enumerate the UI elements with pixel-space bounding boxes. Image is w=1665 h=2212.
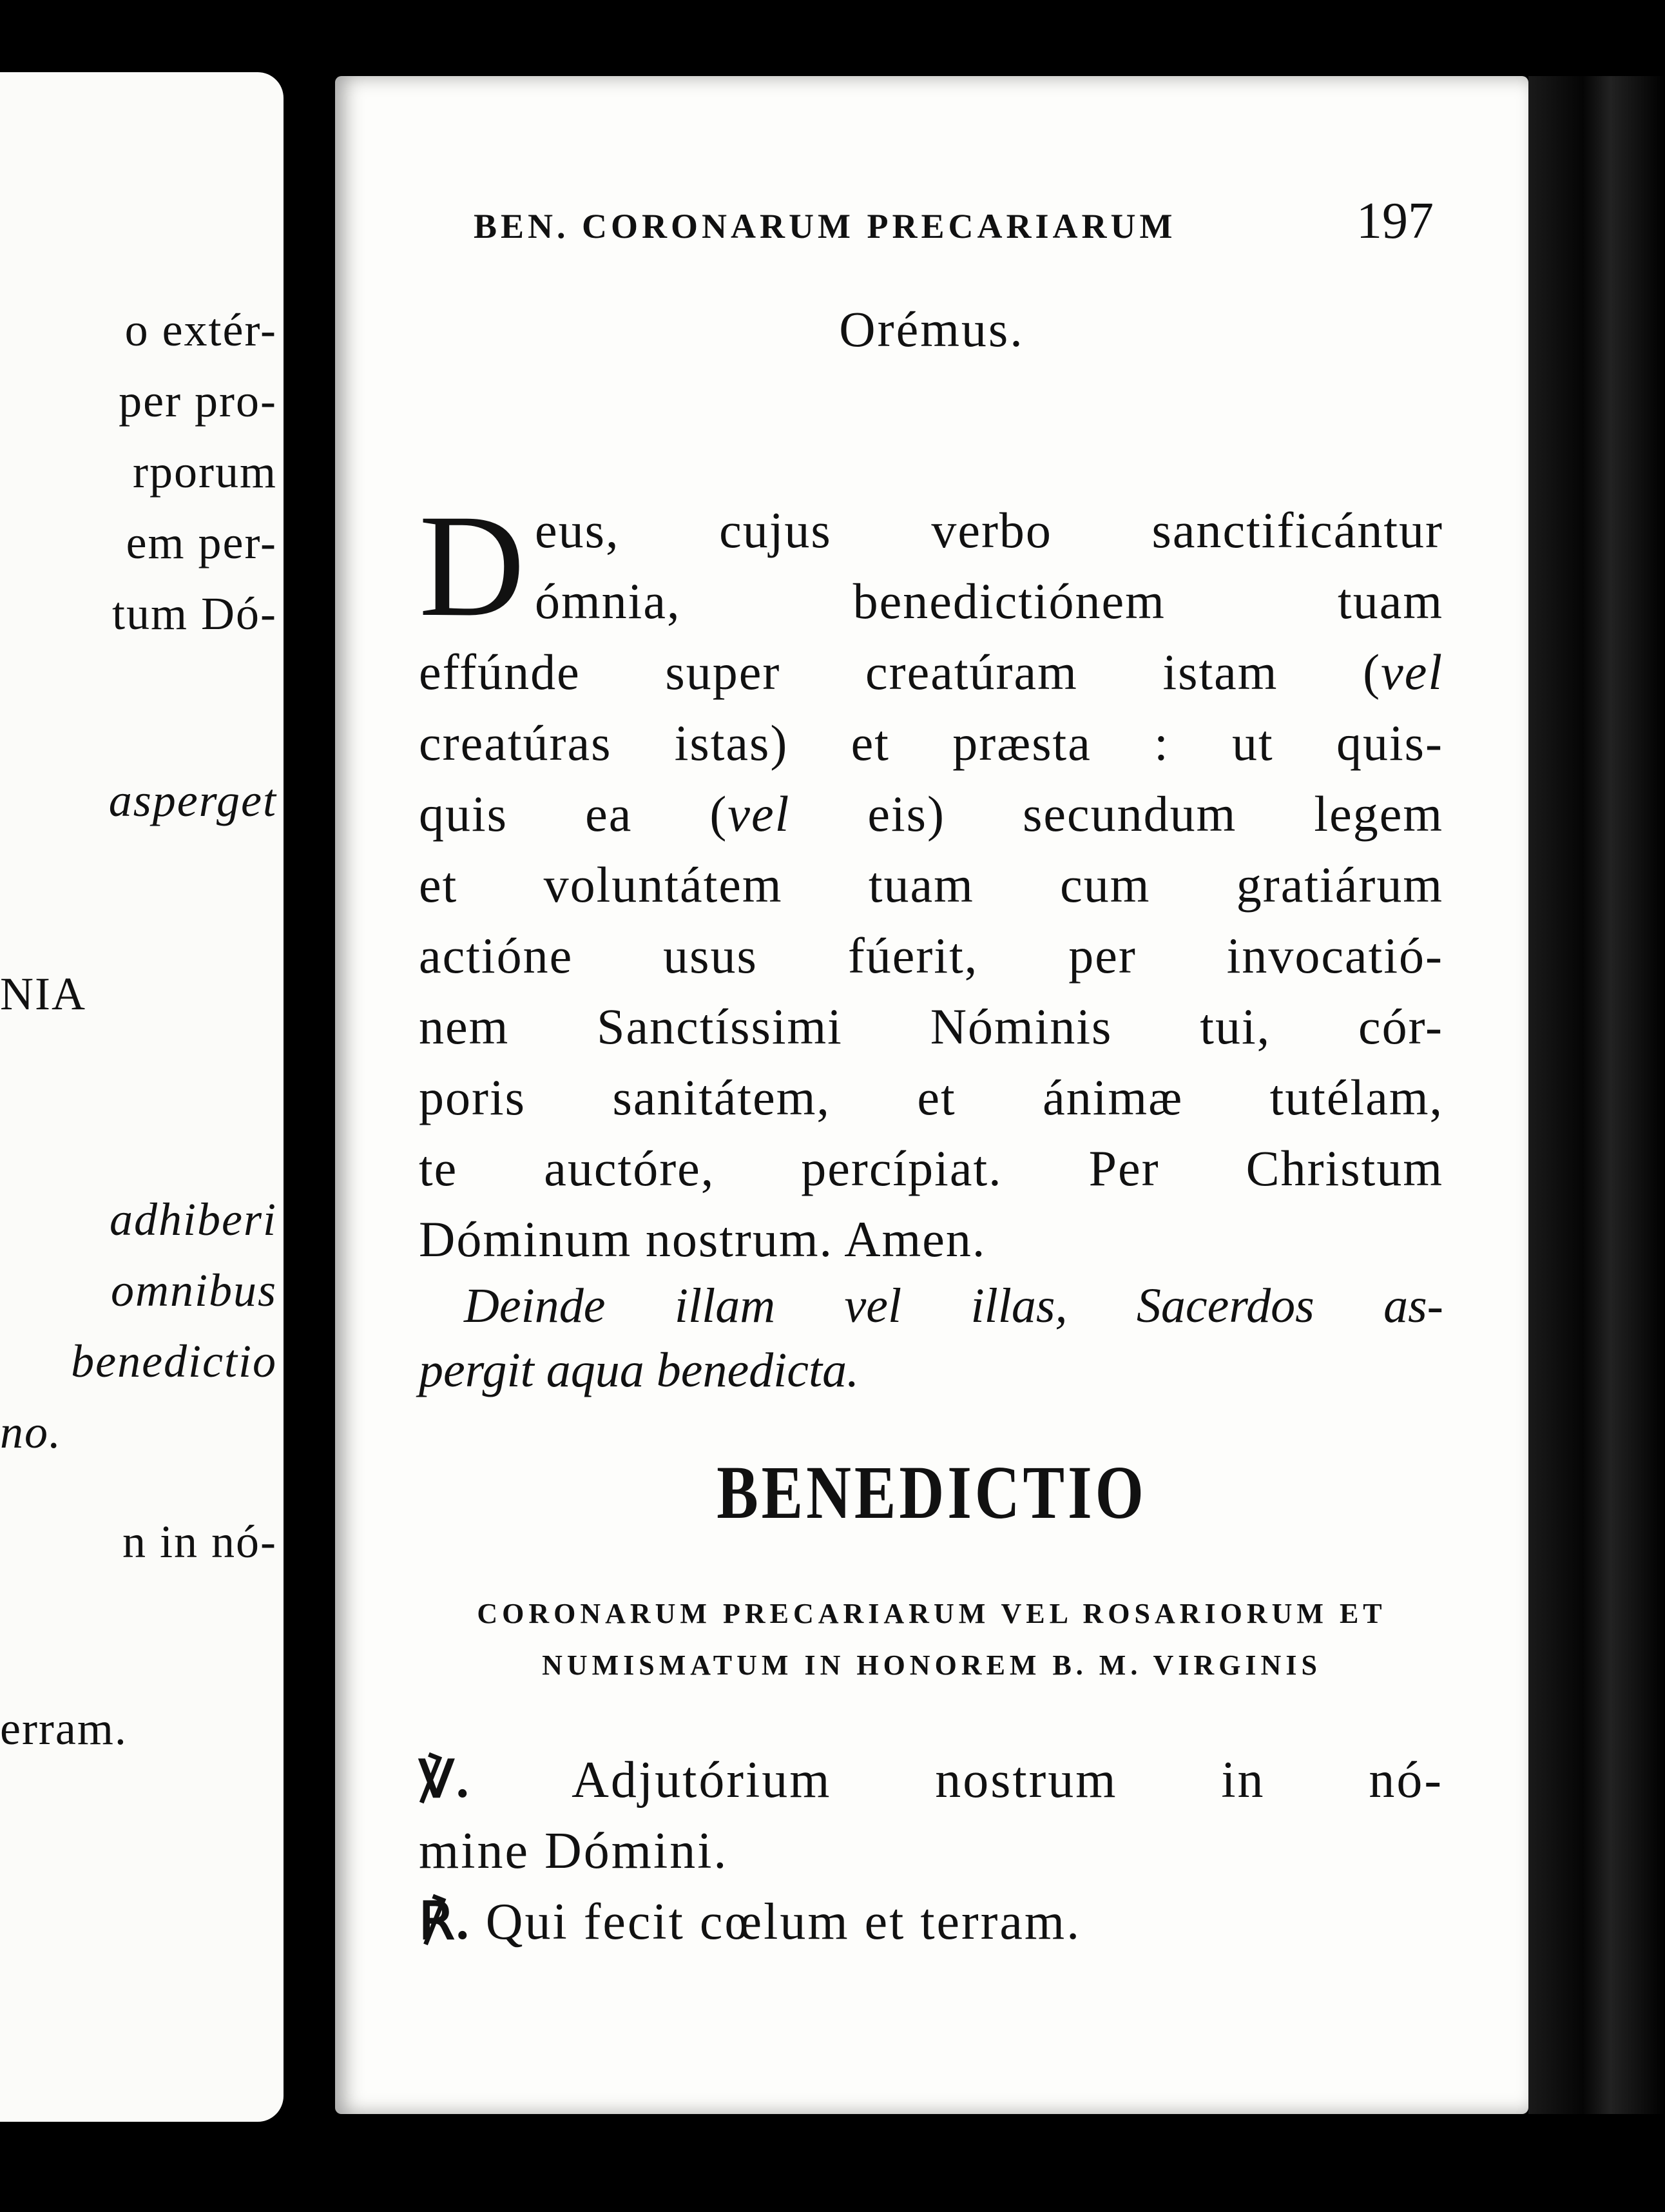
section-subtitle: NUMISMATUM IN HONOREM B. M. VIRGINIS [542, 1649, 1322, 1681]
left-page-line: benedictio [71, 1335, 277, 1387]
prayer-italic: vel [727, 786, 791, 842]
left-page-line: o extér- [124, 304, 277, 356]
drop-cap: D [419, 485, 525, 647]
prayer-line: te auctóre, percípiat. Per Christum [419, 1140, 1443, 1196]
prayer-text: quis ea ( [419, 786, 728, 842]
left-page-line: n in nó- [122, 1516, 277, 1567]
left-page-line: no. [0, 1406, 62, 1458]
section-subtitle: CORONARUM PRECARIARUM VEL ROSARIORUM ET [477, 1598, 1387, 1629]
prayer-line: Dóminum nostrum. Amen. [419, 1211, 986, 1267]
left-page-line: per pro- [119, 375, 277, 427]
left-facing-page [0, 72, 284, 2122]
left-page-line: omnibus [110, 1265, 277, 1316]
left-page-line: rporum [133, 446, 277, 498]
response-symbol: ℟. [419, 1894, 471, 1950]
prayer-line: poris sanitátem, et ánimæ tutélam, [419, 1069, 1443, 1125]
left-page-line: tum Dó- [112, 588, 277, 639]
prayer-text: eis) secundum legem [790, 786, 1443, 842]
running-title: BEN. CORONARUM PRECARIARUM [474, 207, 1177, 246]
versicle-continuation: mine Dómini. [419, 1823, 729, 1879]
left-page-line: erram. [0, 1703, 128, 1754]
page-number: 197 [1356, 193, 1434, 249]
versicle-line [419, 1745, 1443, 1815]
prayer-italic: vel [1381, 644, 1443, 700]
rubric-line: pergit aqua benedicta. [419, 1343, 860, 1397]
prayer-line: eus, cujus verbo sanctificántur [535, 502, 1443, 558]
section-title: BENEDICTIO [717, 1450, 1147, 1535]
left-page-line: asperget [108, 775, 277, 826]
left-page-line: em per- [126, 517, 277, 568]
page-edge-stack [1528, 76, 1665, 2114]
prayer-line: et voluntátem tuam cum gratiárum [419, 857, 1443, 913]
prayer-text: effúnde super creatúram istam ( [419, 644, 1381, 700]
book-gutter [284, 0, 335, 2212]
prayer-line: nem Sanctíssimi Nóminis tui, cór- [419, 998, 1443, 1054]
response-line [419, 1887, 1443, 1957]
prayer-line [419, 637, 1443, 708]
rubric-line: Deinde illam vel illas, Sacerdos as- [464, 1279, 1443, 1333]
prayer-line: ómnia, benedictiónem tuam [535, 573, 1443, 629]
prayer-line [419, 779, 1443, 849]
prayer-line: actióne usus fúerit, per invocatió- [419, 927, 1443, 984]
oremus-heading: Orémus. [839, 301, 1025, 357]
versicle-text: Adjutórium nostrum in nó- [572, 1752, 1443, 1809]
right-page [335, 76, 1528, 2114]
left-page-line: adhiberi [110, 1194, 277, 1245]
left-page-line: NIA [0, 968, 86, 1020]
versicle-symbol: ℣. [419, 1752, 471, 1809]
prayer-line: creatúras istas) et præsta : ut quis- [419, 715, 1443, 771]
response-text: Qui fecit cœlum et terram. [485, 1894, 1082, 1950]
running-head [474, 192, 1434, 251]
